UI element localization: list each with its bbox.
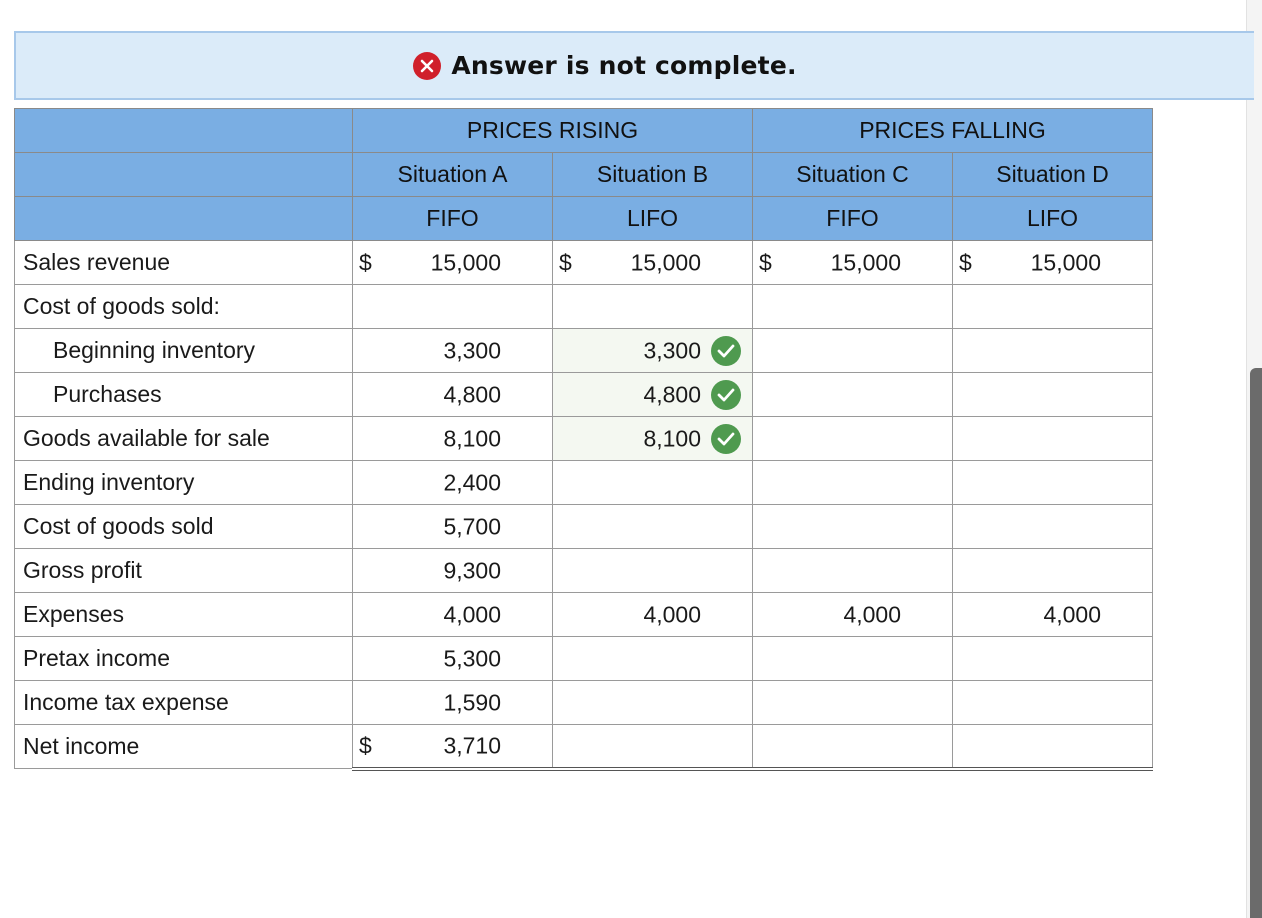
answer-cell[interactable] (953, 373, 1153, 417)
cell-value: 3,300 (443, 337, 501, 363)
answer-cell[interactable] (753, 505, 953, 549)
table-row (15, 681, 1153, 725)
dollar-sign: $ (359, 249, 372, 275)
answer-cell[interactable] (953, 329, 1153, 373)
answer-cell[interactable] (953, 725, 1153, 769)
answer-cell[interactable] (953, 241, 1153, 285)
x-circle-icon (413, 52, 441, 80)
answer-cell[interactable] (953, 505, 1153, 549)
cell-value: 15,000 (430, 249, 501, 275)
answer-cell[interactable] (553, 505, 753, 549)
table-row (15, 285, 1153, 329)
row-label: Income tax expense (15, 681, 353, 725)
answer-cell[interactable] (553, 461, 753, 505)
table-row (15, 373, 1153, 417)
cell-value: 4,000 (843, 601, 901, 627)
answer-cell[interactable] (353, 593, 553, 637)
answer-cell-correct[interactable] (553, 329, 753, 373)
header-row-methods (15, 197, 1153, 241)
row-label: Goods available for sale (15, 417, 353, 461)
inventory-table (14, 108, 1153, 771)
answer-cell[interactable] (753, 241, 953, 285)
answer-cell-correct[interactable] (553, 373, 753, 417)
row-label: Ending inventory (15, 461, 353, 505)
answer-cell[interactable] (553, 637, 753, 681)
table-row (15, 417, 1153, 461)
answer-cell[interactable] (753, 329, 953, 373)
header-prices-falling: PRICES FALLING (753, 109, 1153, 153)
cell-value: 4,000 (643, 601, 701, 627)
header-blank (15, 109, 353, 153)
table-row (15, 329, 1153, 373)
answer-cell[interactable] (753, 549, 953, 593)
header-method-b: LIFO (553, 197, 753, 241)
banner-message: Answer is not complete. (451, 51, 797, 80)
answer-cell[interactable] (553, 593, 753, 637)
answer-cell[interactable] (553, 241, 753, 285)
header-row-situations (15, 153, 1153, 197)
row-label: Expenses (15, 593, 353, 637)
answer-cell[interactable] (953, 593, 1153, 637)
answer-cell[interactable] (953, 417, 1153, 461)
answer-cell[interactable] (753, 417, 953, 461)
row-label: Cost of goods sold (15, 505, 353, 549)
checkmark-icon (711, 380, 741, 410)
feedback-banner (14, 31, 1254, 100)
answer-cell[interactable] (553, 681, 753, 725)
cell-value: 4,800 (443, 381, 501, 407)
dollar-sign: $ (359, 732, 372, 759)
header-situation-b: Situation B (553, 153, 753, 197)
row-label: Gross profit (15, 549, 353, 593)
header-situation-a: Situation A (353, 153, 553, 197)
answer-cell[interactable] (353, 285, 553, 329)
answer-cell[interactable] (553, 285, 753, 329)
cell-value: 2,400 (443, 469, 501, 495)
answer-cell[interactable] (953, 549, 1153, 593)
row-label: Pretax income (15, 637, 353, 681)
header-situation-d: Situation D (953, 153, 1153, 197)
cell-value: 9,300 (443, 557, 501, 583)
answer-cell[interactable] (753, 637, 953, 681)
cell-value: 3,300 (643, 337, 701, 363)
cell-value: 4,000 (1043, 601, 1101, 627)
answer-cell[interactable] (953, 461, 1153, 505)
answer-cell[interactable] (953, 637, 1153, 681)
cell-value: 4,800 (643, 381, 701, 407)
answer-cell[interactable] (353, 241, 553, 285)
answer-cell[interactable] (353, 681, 553, 725)
answer-cell[interactable] (353, 637, 553, 681)
row-label: Purchases (15, 373, 353, 417)
table-row (15, 461, 1153, 505)
checkmark-icon (711, 336, 741, 366)
cell-value: 5,300 (443, 645, 501, 671)
table-row (15, 593, 1153, 637)
header-row-groups (15, 109, 1153, 153)
header-method-d: LIFO (953, 197, 1153, 241)
header-prices-rising: PRICES RISING (353, 109, 753, 153)
table-row (15, 637, 1153, 681)
row-label: Cost of goods sold: (15, 285, 353, 329)
header-method-c: FIFO (753, 197, 953, 241)
dollar-sign: $ (759, 249, 772, 275)
answer-cell[interactable] (353, 417, 553, 461)
answer-cell[interactable] (753, 285, 953, 329)
checkmark-icon (711, 424, 741, 454)
row-label: Net income (15, 725, 353, 769)
answer-cell[interactable] (353, 549, 553, 593)
cell-value: 1,590 (443, 689, 501, 715)
cell-value: 8,100 (643, 425, 701, 451)
header-blank (15, 153, 353, 197)
cell-value: 15,000 (630, 249, 701, 275)
header-method-a: FIFO (353, 197, 553, 241)
header-situation-c: Situation C (753, 153, 953, 197)
answer-cell-correct[interactable] (553, 417, 753, 461)
answer-cell[interactable] (753, 593, 953, 637)
answer-cell[interactable] (353, 505, 553, 549)
table-row (15, 505, 1153, 549)
page-scrollbar-thumb[interactable] (1250, 368, 1262, 918)
header-blank (15, 197, 353, 241)
cell-value: 8,100 (443, 425, 501, 451)
answer-cell[interactable] (753, 461, 953, 505)
cell-value: 15,000 (830, 249, 901, 275)
table-row (15, 725, 1153, 769)
cell-value: 4,000 (443, 601, 501, 627)
cell-value: 3,710 (443, 732, 501, 759)
answer-cell[interactable] (953, 285, 1153, 329)
answer-cell[interactable] (353, 329, 553, 373)
cell-value: 15,000 (1030, 249, 1101, 275)
dollar-sign: $ (959, 249, 972, 275)
answer-cell[interactable] (553, 725, 753, 769)
answer-cell[interactable] (753, 725, 953, 769)
answer-cell[interactable] (753, 681, 953, 725)
answer-cell[interactable] (753, 373, 953, 417)
row-label: Sales revenue (15, 241, 353, 285)
answer-cell[interactable] (953, 681, 1153, 725)
answer-cell[interactable] (353, 461, 553, 505)
table-row (15, 549, 1153, 593)
answer-cell[interactable] (353, 725, 553, 769)
row-label: Beginning inventory (15, 329, 353, 373)
table-row (15, 241, 1153, 285)
answer-cell[interactable] (553, 549, 753, 593)
dollar-sign: $ (559, 249, 572, 275)
answer-cell[interactable] (353, 373, 553, 417)
cell-value: 5,700 (443, 513, 501, 539)
